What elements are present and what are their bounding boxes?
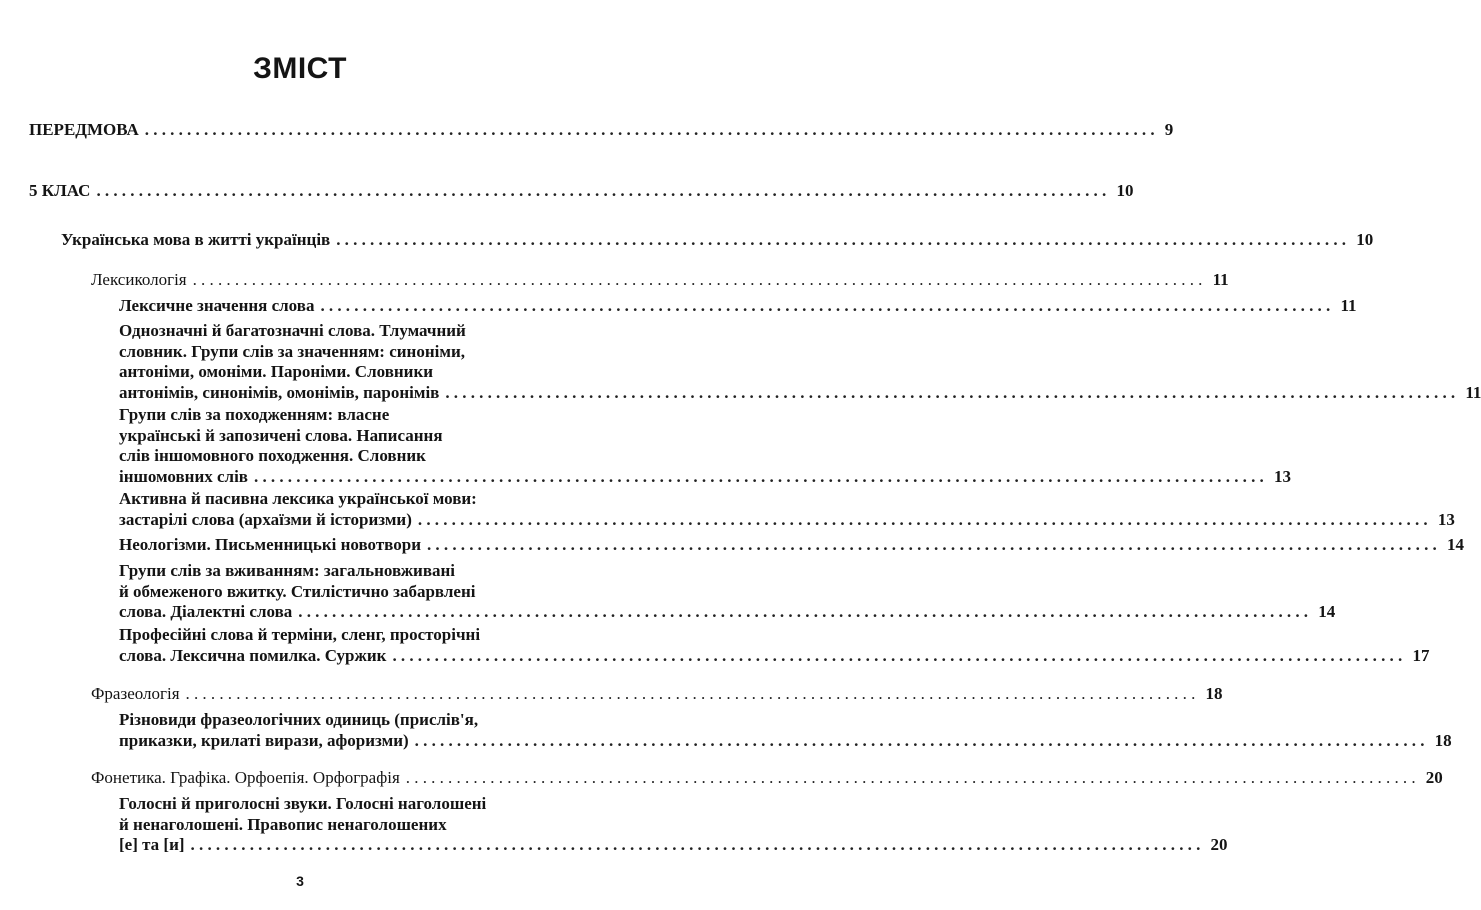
toc-entry-line: Голосні й приголосні звуки. Голосні наголошені [119, 794, 487, 813]
toc-page-number: 13 [1274, 466, 1291, 486]
toc-page-number: 14 [1318, 602, 1336, 621]
toc-page-number: 11 [1212, 270, 1229, 289]
toc-entry-topic[interactable] [119, 794, 1228, 856]
toc-entry-title: приказки, крилаті вирази, афоризми) [119, 730, 409, 750]
toc-entry-section[interactable] [91, 270, 1229, 291]
leader-dots: ........................................................................................................................ [185, 684, 1200, 703]
leader-dots: ........................................................................................................................ [392, 645, 1407, 665]
toc-entry-topic[interactable] [119, 625, 1430, 666]
toc-page-number: 11 [1465, 382, 1481, 402]
toc-entry-title: 5 КЛАС [29, 181, 91, 200]
toc-entry-topic[interactable] [119, 405, 1291, 487]
toc-entry-title: Лексикологія [91, 270, 187, 289]
leader-dots: ........................................................................................................................ [320, 296, 1335, 315]
leader-dots: ........................................................................................................................ [426, 535, 1441, 554]
toc-entry-title: антонімів, синонімів, омонімів, паронімів [119, 382, 440, 402]
toc-entry-line: Однозначні й багатозначні слова. Тлумачний [119, 321, 466, 340]
toc-entry-title: слова. Лексична помилка. Суржик [119, 645, 387, 665]
toc-entry-title: іншомовних слів [119, 466, 248, 486]
toc-page-number: 10 [1356, 230, 1374, 249]
toc-page-number: 17 [1412, 645, 1430, 665]
leader-dots: ........................................................................................................................ [417, 509, 1432, 529]
toc-entry-line: й обмеженого вжитку. Стилістично забарвлені [119, 581, 476, 601]
toc-page-number: 20 [1210, 835, 1228, 854]
toc-page-number: 11 [1340, 296, 1357, 315]
toc-entry-line: й ненаголошені. Правопис ненаголошених [119, 814, 447, 834]
toc-entry-topic[interactable] [119, 296, 1357, 317]
leader-dots: ........................................................................................................................ [96, 181, 1111, 200]
toc-entry-line: Групи слів за походженням: власне [119, 405, 390, 424]
leader-dots: ........................................................................................................................ [144, 120, 1159, 139]
leader-dots: ........................................................................................................................ [192, 270, 1207, 289]
toc-entry-line: Різновиди фразеологічних одиниць (прислів'я, [119, 710, 479, 729]
toc-entry-title: застарілі слова (архаїзми й історизми) [119, 509, 412, 529]
toc-entry-title: Фонетика. Графіка. Орфоепія. Орфографія [91, 768, 400, 787]
toc-page-number: 18 [1434, 730, 1452, 750]
toc-entry-line: українські й запозичені слова. Написання [119, 425, 443, 445]
toc-entry-topic[interactable] [119, 321, 1481, 403]
toc-entry-line: Активна й пасивна лексика української мови: [119, 489, 477, 508]
leader-dots: ........................................................................................................................ [414, 730, 1429, 750]
toc-entry-section[interactable] [91, 684, 1223, 705]
toc-entry-topic[interactable] [119, 710, 1452, 751]
toc-entry-line: антоніми, омоніми. Пароніми. Словники [119, 362, 434, 381]
leader-dots: ........................................................................................................................ [190, 835, 1205, 854]
toc-entry-title: слова. Діалектні слова [119, 602, 293, 621]
toc-entry-title: ПЕРЕДМОВА [29, 120, 139, 139]
toc-entry-preface[interactable] [29, 120, 1174, 141]
toc-entry-title: [е] та [и] [119, 835, 185, 854]
leader-dots: ........................................................................................................................ [298, 602, 1313, 621]
toc-entry-line: Професійні слова й терміни, сленг, просторічні [119, 625, 481, 644]
toc-entry-line: словник. Групи слів за значенням: синоніми, [119, 341, 465, 361]
toc-entry-title: Українська мова в житті українців [61, 230, 331, 249]
toc-entry-title: Фразеологія [91, 684, 180, 703]
toc-page-number: 10 [1116, 181, 1134, 200]
toc-entry-section[interactable] [61, 230, 1374, 251]
leader-dots: ........................................................................................................................ [405, 768, 1420, 787]
toc-entry-title: Лексичне значення слова [119, 296, 315, 315]
toc-page-number: 18 [1205, 684, 1223, 703]
toc-entry-topic[interactable] [119, 561, 1336, 623]
toc-entry-section[interactable] [91, 768, 1443, 789]
toc-entry-topic[interactable] [119, 489, 1455, 530]
toc-page-number: 14 [1446, 535, 1464, 554]
toc-entry-line: слів іншомовного походження. Словник [119, 446, 426, 465]
leader-dots: ........................................................................................................................ [254, 466, 1268, 486]
page-number: 3 [296, 873, 304, 889]
toc-page-number: 9 [1164, 120, 1174, 139]
leader-dots: ........................................................................................................................ [445, 382, 1460, 402]
toc-entry-grade-5[interactable] [29, 181, 1134, 202]
page-title: ЗМІСТ [253, 52, 347, 85]
toc-page-number: 13 [1437, 509, 1455, 529]
toc-page-number: 20 [1425, 768, 1443, 787]
toc-entry-topic[interactable] [119, 535, 1464, 556]
toc-entry-line: Групи слів за вживанням: загальновживані [119, 561, 456, 580]
leader-dots: ........................................................................................................................ [336, 230, 1351, 249]
toc-entry-title: Неологізми. Письменницькі новотвори [119, 535, 421, 554]
